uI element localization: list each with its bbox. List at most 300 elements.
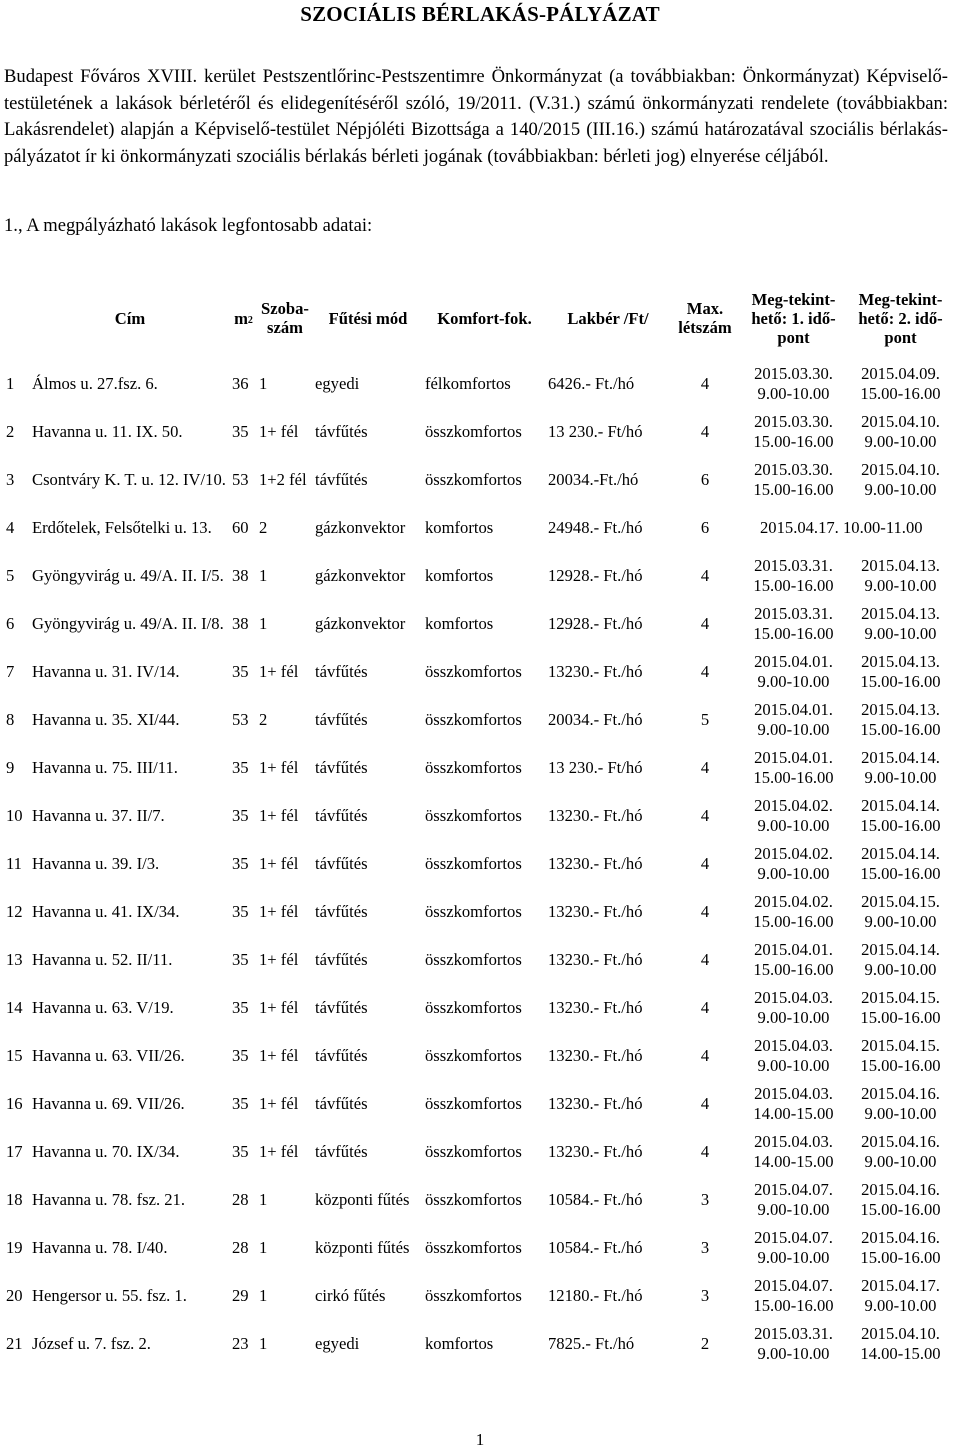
cell-ido1: [740, 600, 847, 648]
ido2-date: 2015.04.13.: [861, 652, 940, 671]
header-ido2: Meg-tekint-hető: 2. idő-pont: [858, 289, 943, 347]
cell-ido2: [847, 456, 954, 504]
cell-max: 4: [700, 566, 710, 585]
ido1-date: 2015.03.30.: [754, 412, 833, 431]
ido2-date: 2015.04.14.: [861, 748, 940, 767]
cell-m2: 28: [232, 1190, 249, 1209]
ido2-date: 2015.04.10.: [861, 412, 940, 431]
cell-ido1: [740, 360, 847, 408]
cell-ido1: [740, 1128, 847, 1176]
table-row: [4, 360, 954, 408]
cell-ido2: [847, 408, 954, 456]
header-m2: $m^2$: [234, 308, 253, 328]
table-row: [4, 1272, 954, 1320]
cell-no: 5: [6, 566, 15, 585]
ido2-time: 14.00-15.00: [860, 1344, 941, 1363]
ido2-time: 15.00-16.00: [860, 1200, 941, 1219]
cell-no: 6: [6, 614, 15, 633]
ido2-date: 2015.04.13.: [861, 604, 940, 623]
table-row: [4, 888, 954, 936]
table-row: [4, 1176, 954, 1224]
table-row: [4, 840, 954, 888]
cell-komfort: komfortos: [425, 614, 494, 633]
cell-komfort: komfortos: [425, 566, 494, 585]
cell-cim: Havanna u. 37. II/7.: [32, 806, 165, 825]
header-max: Max. létszám: [678, 299, 732, 337]
ido1-date: 2015.04.07.: [754, 1228, 833, 1247]
ido1-date: 2015.04.02.: [754, 796, 833, 815]
cell-ido2: [847, 744, 954, 792]
cell-lakber: 13230.- Ft./hó: [548, 662, 643, 681]
table-row: [4, 984, 954, 1032]
cell-m2: 53: [232, 710, 249, 729]
cell-szoba: 2: [259, 710, 268, 729]
flats-table-body: [4, 360, 954, 1368]
ido1-date: 2015.03.30.: [754, 364, 833, 383]
ido1-time: 15.00-16.00: [753, 432, 834, 451]
cell-cim: Havanna u. 78. I/40.: [32, 1238, 168, 1257]
ido2-date: 2015.04.15.: [861, 1036, 940, 1055]
cell-max: 3: [700, 1190, 710, 1209]
ido2-time: 15.00-16.00: [860, 1056, 941, 1075]
cell-lakber: 10584.- Ft./hó: [548, 1238, 643, 1257]
ido1-time: 9.00-10.00: [757, 816, 830, 835]
cell-szoba: 1: [259, 1190, 268, 1209]
cell-komfort: összkomfortos: [425, 806, 522, 825]
ido2-time: 9.00-10.00: [864, 1104, 937, 1123]
ido2-time: 15.00-16.00: [860, 864, 941, 883]
cell-max: 3: [700, 1238, 710, 1257]
cell-m2: 35: [232, 950, 249, 969]
cell-lakber: 20034.- Ft./hó: [548, 710, 643, 729]
cell-m2: 35: [232, 1094, 249, 1113]
cell-no: 4: [6, 518, 15, 537]
cell-futes: gázkonvektor: [315, 614, 406, 633]
ido2-time: 9.00-10.00: [864, 912, 937, 931]
table-row: [4, 744, 954, 792]
ido1-time: 15.00-16.00: [753, 768, 834, 787]
ido2-time: 9.00-10.00: [864, 576, 937, 595]
cell-cim: Havanna u. 31. IV/14.: [32, 662, 180, 681]
cell-cim: Havanna u. 63. VII/26.: [32, 1046, 185, 1065]
cell-szoba: 1+2 fél: [259, 470, 307, 489]
cell-no: 20: [6, 1286, 23, 1305]
ido2-time: 15.00-16.00: [860, 816, 941, 835]
cell-cim: Havanna u. 41. IX/34.: [32, 902, 180, 921]
cell-no: 7: [6, 662, 15, 681]
cell-max: 4: [700, 806, 710, 825]
cell-lakber: 13230.- Ft./hó: [548, 1142, 643, 1161]
cell-m2: 60: [232, 518, 249, 537]
cell-ido1: [740, 456, 847, 504]
cell-m2: 35: [232, 662, 249, 681]
cell-szoba: 1+ fél: [259, 758, 299, 777]
cell-futes: távfűtés: [315, 1142, 368, 1161]
cell-futes: távfűtés: [315, 998, 368, 1017]
cell-ido2: [847, 1224, 954, 1272]
cell-cim: Havanna u. 63. V/19.: [32, 998, 174, 1017]
ido2-date: 2015.04.16.: [861, 1084, 940, 1103]
ido2-date: 2015.04.15.: [861, 988, 940, 1007]
header-futes: Fűtési mód: [328, 308, 408, 328]
cell-no: 19: [6, 1238, 23, 1257]
ido1-date: 2015.04.03.: [754, 1036, 833, 1055]
cell-max: 6: [700, 518, 710, 537]
cell-futes: központi fűtés: [315, 1238, 410, 1257]
ido2-date: 2015.04.10.: [861, 460, 940, 479]
header-no: [4, 276, 30, 360]
cell-no: 13: [6, 950, 23, 969]
table-row: [4, 600, 954, 648]
cell-futes: egyedi: [315, 374, 360, 393]
cell-lakber: 13230.- Ft./hó: [548, 1046, 643, 1065]
cell-m2: 28: [232, 1238, 249, 1257]
section-heading: 1., A megpályázható lakások legfontosabb adatai:: [4, 215, 373, 236]
cell-futes: távfűtés: [315, 950, 368, 969]
ido1-date: 2015.04.01.: [754, 700, 833, 719]
cell-m2: 35: [232, 422, 249, 441]
ido2-time: 9.00-10.00: [864, 432, 937, 451]
cell-no: 17: [6, 1142, 23, 1161]
cell-komfort: összkomfortos: [425, 758, 522, 777]
cell-futes: egyedi: [315, 1334, 360, 1353]
table-row: [4, 1032, 954, 1080]
cell-ido2: [847, 936, 954, 984]
cell-lakber: 24948.- Ft./hó: [548, 518, 643, 537]
header-lakber: Lakbér /Ft/: [567, 308, 649, 328]
cell-ido1: [740, 696, 847, 744]
ido2-date: 2015.04.10.: [861, 1324, 940, 1343]
cell-m2: 35: [232, 1142, 249, 1161]
cell-cim: Gyöngyvirág u. 49/A. II. I/5.: [32, 566, 224, 585]
ido1-time: 15.00-16.00: [753, 576, 834, 595]
cell-ido2: [847, 1176, 954, 1224]
cell-szoba: 1: [259, 1286, 268, 1305]
ido2-date: 2015.04.09.: [861, 364, 940, 383]
flats-table: [4, 276, 954, 1368]
cell-m2: 23: [232, 1334, 249, 1353]
cell-ido1: [740, 888, 847, 936]
cell-szoba: 1: [259, 1334, 268, 1353]
cell-cim: Havanna u. 78. fsz. 21.: [32, 1190, 185, 1209]
cell-komfort: összkomfortos: [425, 1286, 522, 1305]
ido2-date: 2015.04.13.: [861, 556, 940, 575]
cell-komfort: összkomfortos: [425, 422, 522, 441]
cell-max: 4: [700, 614, 710, 633]
ido2-time: 9.00-10.00: [864, 1152, 937, 1171]
cell-szoba: 1: [259, 614, 268, 633]
cell-komfort: összkomfortos: [425, 1046, 522, 1065]
cell-max: 4: [700, 662, 710, 681]
ido1-time: 9.00-10.00: [757, 864, 830, 883]
cell-lakber: 7825.- Ft./hó: [548, 1334, 635, 1353]
cell-no: 2: [6, 422, 15, 441]
header-ido1: Meg-tekint-hető: 1. idő-pont: [751, 289, 836, 347]
cell-lakber: 12180.- Ft./hó: [548, 1286, 643, 1305]
cell-ido1: [740, 744, 847, 792]
ido2-time: 9.00-10.00: [864, 480, 937, 499]
cell-m2: 29: [232, 1286, 249, 1305]
cell-cim: Havanna u. 70. IX/34.: [32, 1142, 180, 1161]
ido1-time: 14.00-15.00: [753, 1152, 834, 1171]
cell-m2: 53: [232, 470, 249, 489]
ido2-time: 15.00-16.00: [860, 720, 941, 739]
header-szoba: Szoba-szám: [261, 299, 309, 337]
cell-max: 4: [700, 758, 710, 777]
ido1-time: 9.00-10.00: [757, 720, 830, 739]
cell-no: 15: [6, 1046, 23, 1065]
cell-lakber: 13230.- Ft./hó: [548, 950, 643, 969]
ido1-date: 2015.03.31.: [754, 556, 833, 575]
cell-szoba: 1+ fél: [259, 1142, 299, 1161]
cell-futes: távfűtés: [315, 854, 368, 873]
cell-szoba: 1+ fél: [259, 902, 299, 921]
ido2-time: 15.00-16.00: [860, 1008, 941, 1027]
cell-ido2: [847, 1320, 954, 1368]
cell-futes: távfűtés: [315, 422, 368, 441]
cell-futes: távfűtés: [315, 902, 368, 921]
cell-szoba: 1+ fél: [259, 950, 299, 969]
cell-ido-combined: 2015.04.17. 10.00-11.00: [760, 518, 923, 537]
ido1-date: 2015.04.03.: [754, 1132, 833, 1151]
cell-ido2: [847, 1128, 954, 1176]
cell-lakber: 13230.- Ft./hó: [548, 998, 643, 1017]
cell-max: 4: [700, 998, 710, 1017]
cell-futes: távfűtés: [315, 662, 368, 681]
cell-lakber: 20034.-Ft./hó: [548, 470, 639, 489]
intro-text: Budapest Főváros XVIII. kerület Pestszentlőrinc-Pestszentimre Önkormányzat (a továbbiakban: Önkormányzat) Képviselő-testületének a lakások bérletéről és elidegenítéséről szóló, 19/2011. (V.31.) számú önkormányzati rendelete (továbbiakban: Lakásrendelet) alapján a Képviselő-testület Népjóléti Bizottsága a 140/2015 (III.16.) számú határozatával szociális bérlakás-pályázatot ír ki önkormányzati szociális bérlakás bérleti jogának (továbbiakban: bérleti jog) elnyerése céljából.: [4, 66, 948, 167]
cell-m2: 35: [232, 758, 249, 777]
cell-ido2: [847, 1032, 954, 1080]
cell-m2: 35: [232, 806, 249, 825]
ido1-time: 9.00-10.00: [757, 384, 830, 403]
cell-komfort: összkomfortos: [425, 1238, 522, 1257]
cell-futes: cirkó fűtés: [315, 1286, 386, 1305]
table-header-row: [4, 276, 954, 360]
cell-m2: 35: [232, 1046, 249, 1065]
ido1-time: 9.00-10.00: [757, 1344, 830, 1363]
cell-max: 4: [700, 902, 710, 921]
cell-ido1: [740, 1032, 847, 1080]
ido1-date: 2015.04.02.: [754, 844, 833, 863]
header-cim: Cím: [114, 308, 146, 328]
table-row: [4, 936, 954, 984]
cell-cim: Gyöngyvirág u. 49/A. II. I/8.: [32, 614, 224, 633]
cell-komfort: összkomfortos: [425, 710, 522, 729]
cell-lakber: 12928.- Ft./hó: [548, 566, 643, 585]
ido2-date: 2015.04.16.: [861, 1132, 940, 1151]
ido1-time: 15.00-16.00: [753, 480, 834, 499]
ido2-time: 9.00-10.00: [864, 768, 937, 787]
ido1-time: 9.00-10.00: [757, 1056, 830, 1075]
table-row: [4, 1080, 954, 1128]
table-row: [4, 456, 954, 504]
cell-no: 14: [6, 998, 23, 1017]
intro-paragraph: [4, 64, 948, 170]
cell-lakber: 13230.- Ft./hó: [548, 902, 643, 921]
cell-komfort: összkomfortos: [425, 1142, 522, 1161]
cell-futes: gázkonvektor: [315, 518, 406, 537]
cell-no: 9: [6, 758, 15, 777]
cell-komfort: komfortos: [425, 1334, 494, 1353]
ido2-date: 2015.04.15.: [861, 892, 940, 911]
ido1-time: 9.00-10.00: [757, 672, 830, 691]
cell-cim: Havanna u. 52. II/11.: [32, 950, 173, 969]
cell-max: 6: [700, 470, 710, 489]
cell-szoba: 2: [259, 518, 268, 537]
cell-komfort: összkomfortos: [425, 998, 522, 1017]
cell-ido2: [847, 984, 954, 1032]
cell-lakber: 13 230.- Ft/hó: [548, 758, 643, 777]
document-title: SZOCIÁLIS BÉRLAKÁS-PÁLYÁZAT: [300, 2, 660, 26]
cell-futes: központi fűtés: [315, 1190, 410, 1209]
cell-cim: Havanna u. 69. VII/26.: [32, 1094, 185, 1113]
table-row: [4, 648, 954, 696]
cell-lakber: 13230.- Ft./hó: [548, 854, 643, 873]
ido1-time: 9.00-10.00: [757, 1200, 830, 1219]
cell-komfort: komfortos: [425, 518, 494, 537]
cell-ido2: [847, 360, 954, 408]
cell-szoba: 1+ fél: [259, 854, 299, 873]
ido2-time: 9.00-10.00: [864, 624, 937, 643]
cell-ido2: [847, 1272, 954, 1320]
ido1-time: 15.00-16.00: [753, 624, 834, 643]
ido1-time: 9.00-10.00: [757, 1008, 830, 1027]
ido1-date: 2015.04.07.: [754, 1180, 833, 1199]
cell-no: 8: [6, 710, 15, 729]
ido2-time: 15.00-16.00: [860, 1248, 941, 1267]
cell-ido2: [847, 552, 954, 600]
cell-ido1: [740, 1320, 847, 1368]
header-komfort: Komfort-fok.: [437, 308, 532, 328]
cell-futes: gázkonvektor: [315, 566, 406, 585]
cell-max: 4: [700, 1094, 710, 1113]
cell-m2: 38: [232, 614, 249, 633]
ido1-date: 2015.03.31.: [754, 1324, 833, 1343]
ido1-time: 14.00-15.00: [753, 1104, 834, 1123]
ido2-time: 9.00-10.00: [864, 1296, 937, 1315]
cell-max: 2: [700, 1334, 710, 1353]
cell-ido1: [740, 1272, 847, 1320]
cell-lakber: 6426.- Ft./hó: [548, 374, 635, 393]
cell-komfort: összkomfortos: [425, 854, 522, 873]
cell-komfort: összkomfortos: [425, 470, 522, 489]
ido2-date: 2015.04.14.: [861, 940, 940, 959]
cell-lakber: 13 230.- Ft/hó: [548, 422, 643, 441]
ido1-date: 2015.03.30.: [754, 460, 833, 479]
ido2-date: 2015.04.16.: [861, 1180, 940, 1199]
cell-szoba: 1: [259, 566, 268, 585]
cell-ido1: [740, 648, 847, 696]
cell-szoba: 1+ fél: [259, 1046, 299, 1065]
cell-max: 4: [700, 950, 710, 969]
cell-ido1: [740, 552, 847, 600]
cell-max: 5: [700, 710, 710, 729]
cell-cim: József u. 7. fsz. 2.: [32, 1334, 151, 1353]
cell-ido2: [847, 600, 954, 648]
table-row: [4, 696, 954, 744]
cell-no: 21: [6, 1334, 23, 1353]
cell-max: 4: [700, 1046, 710, 1065]
cell-szoba: 1+ fél: [259, 422, 299, 441]
cell-komfort: összkomfortos: [425, 902, 522, 921]
table-row: [4, 408, 954, 456]
ido1-date: 2015.04.03.: [754, 1084, 833, 1103]
cell-max: 4: [700, 374, 710, 393]
ido2-date: 2015.04.13.: [861, 700, 940, 719]
ido1-time: 15.00-16.00: [753, 1296, 834, 1315]
cell-lakber: 12928.- Ft./hó: [548, 614, 643, 633]
cell-cim: Havanna u. 39. I/3.: [32, 854, 160, 873]
cell-no: 11: [6, 854, 22, 873]
ido2-time: 15.00-16.00: [860, 672, 941, 691]
cell-ido1: [740, 936, 847, 984]
cell-max: 4: [700, 422, 710, 441]
table-row: [4, 792, 954, 840]
cell-ido2: [847, 840, 954, 888]
cell-cim: Havanna u. 35. XI/44.: [32, 710, 180, 729]
ido1-date: 2015.04.03.: [754, 988, 833, 1007]
cell-ido1: [740, 1080, 847, 1128]
cell-cim: Havanna u. 75. III/11.: [32, 758, 178, 777]
cell-no: 3: [6, 470, 15, 489]
cell-max: 4: [700, 854, 710, 873]
cell-ido1: [740, 792, 847, 840]
cell-ido1: [740, 840, 847, 888]
cell-ido1: [740, 1176, 847, 1224]
cell-ido1: [740, 1224, 847, 1272]
cell-m2: 38: [232, 566, 249, 585]
cell-cim: Álmos u. 27.fsz. 6.: [32, 374, 158, 393]
ido2-time: 15.00-16.00: [860, 384, 941, 403]
cell-futes: távfűtés: [315, 1046, 368, 1065]
cell-futes: távfűtés: [315, 1094, 368, 1113]
cell-no: 18: [6, 1190, 23, 1209]
cell-lakber: 13230.- Ft./hó: [548, 1094, 643, 1113]
cell-szoba: 1+ fél: [259, 998, 299, 1017]
table-row: [4, 504, 954, 552]
cell-no: 12: [6, 902, 23, 921]
ido1-time: 9.00-10.00: [757, 1248, 830, 1267]
table-row: [4, 1224, 954, 1272]
cell-ido2: [847, 888, 954, 936]
cell-ido2: [847, 792, 954, 840]
cell-futes: távfűtés: [315, 758, 368, 777]
cell-m2: 36: [232, 374, 249, 393]
ido2-date: 2015.04.14.: [861, 844, 940, 863]
ido1-date: 2015.04.07.: [754, 1276, 833, 1295]
ido1-date: 2015.04.01.: [754, 748, 833, 767]
table-row: [4, 1128, 954, 1176]
cell-komfort: összkomfortos: [425, 950, 522, 969]
cell-m2: 35: [232, 902, 249, 921]
ido1-time: 15.00-16.00: [753, 960, 834, 979]
cell-futes: távfűtés: [315, 710, 368, 729]
cell-cim: Havanna u. 11. IX. 50.: [32, 422, 183, 441]
ido2-time: 9.00-10.00: [864, 960, 937, 979]
cell-szoba: 1: [259, 374, 268, 393]
cell-ido1: [740, 408, 847, 456]
cell-lakber: 10584.- Ft./hó: [548, 1190, 643, 1209]
ido1-date: 2015.04.01.: [754, 940, 833, 959]
table-row: [4, 552, 954, 600]
cell-szoba: 1+ fél: [259, 1094, 299, 1113]
cell-no: 10: [6, 806, 23, 825]
cell-lakber: 13230.- Ft./hó: [548, 806, 643, 825]
ido1-date: 2015.04.02.: [754, 892, 833, 911]
cell-m2: 35: [232, 854, 249, 873]
ido1-date: 2015.03.31.: [754, 604, 833, 623]
